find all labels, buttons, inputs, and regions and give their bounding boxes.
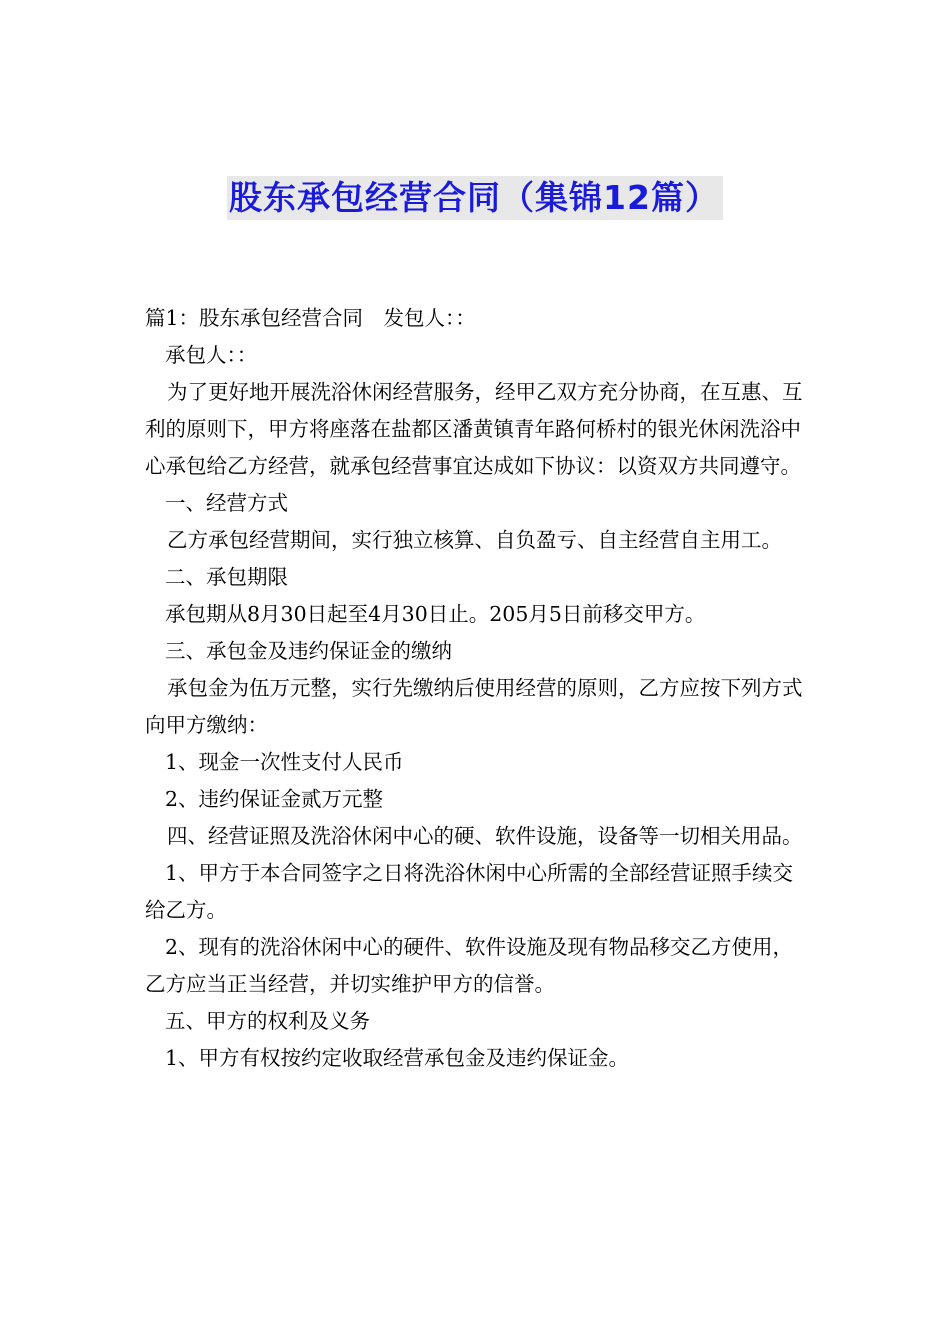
list-item-payment-2: 2、违约保证金贰万元整 xyxy=(165,787,384,811)
paragraph-chapter-heading: 篇1：股东承包经营合同 发包人：： xyxy=(145,306,476,330)
paragraph-preamble: 为了更好地开展洗浴休闲经营服务，经甲乙双方充分协商，在互惠、互利的原则下，甲方将座落在盐都区潘黄镇青年路何桥村的银光休闲洗浴中心承包给乙方经营，就承包经营事宜达成如下协议：以资双方共同遵守。 xyxy=(145,380,803,478)
document-body xyxy=(145,300,810,1077)
list-item-licenses-1: 1、甲方于本合同签字之日将洗浴休闲中心所需的全部经营证照手续交给乙方。 xyxy=(145,861,794,922)
section-heading-2: 二、承包期限 xyxy=(165,565,288,589)
paragraph-payment: 承包金为伍万元整，实行先缴纳后使用经营的原则，乙方应按下列方式向甲方缴纳： xyxy=(145,676,803,737)
title-container xyxy=(0,176,950,220)
list-item-rights-1: 1、甲方有权按约定收取经营承包金及违约保证金。 xyxy=(165,1046,630,1070)
list-item-payment-1: 1、现金一次性支付人民币 xyxy=(165,750,404,774)
section-heading-3: 三、承包金及违约保证金的缴纳 xyxy=(165,639,452,663)
paragraph-contractor: 承包人：： xyxy=(165,343,258,367)
paragraph-business-mode: 乙方承包经营期间，实行独立核算、自负盈亏、自主经营自主用工。 xyxy=(167,528,782,552)
list-item-licenses-2: 2、现有的洗浴休闲中心的硬件、软件设施及现有物品移交乙方使用，乙方应当正当经营，并切实维护甲方的信誉。 xyxy=(145,935,794,996)
document-title: 股东承包经营合同（集锦12篇） xyxy=(227,176,723,220)
paragraph-contract-term: 承包期从8月30日起至4月30日止。205月5日前移交甲方。 xyxy=(165,602,706,626)
section-heading-1: 一、经营方式 xyxy=(165,491,288,515)
section-heading-5: 五、甲方的权利及义务 xyxy=(165,1009,370,1033)
section-heading-4: 四、经营证照及洗浴休闲中心的硬、软件设施，设备等一切相关用品。 xyxy=(167,824,803,848)
